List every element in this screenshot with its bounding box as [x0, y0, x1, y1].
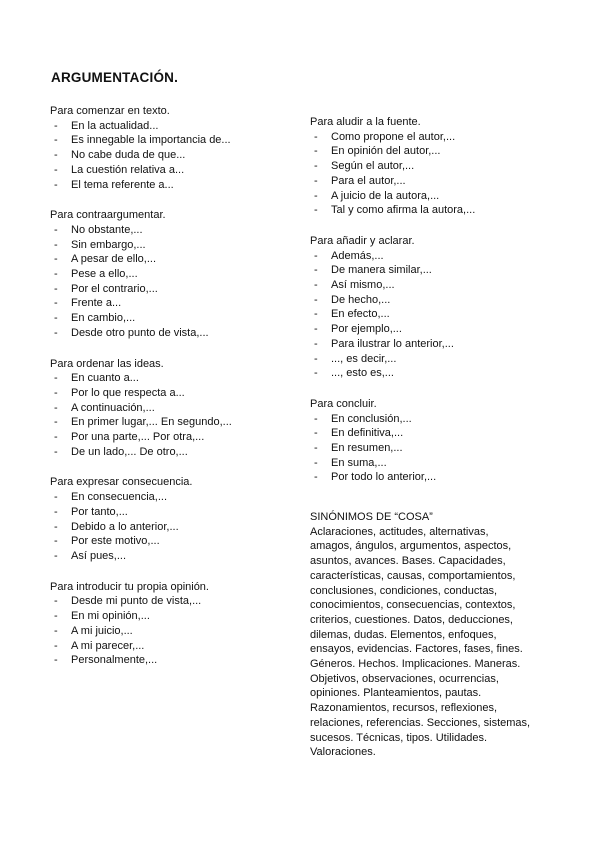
- dash-bullet: -: [54, 253, 58, 266]
- dash-bullet: -: [54, 431, 58, 444]
- section-heading: Para aludir a la fuente.: [310, 116, 421, 128]
- list-item: - ..., esto es,...: [314, 367, 394, 380]
- section-heading: Para contraargumentar.: [50, 209, 166, 222]
- section-ordenar: [50, 357, 300, 460]
- list-item: - En suma,...: [314, 456, 387, 469]
- section-comenzar: [50, 104, 300, 192]
- dash-bullet: -: [314, 174, 318, 187]
- connector-list: [50, 594, 300, 668]
- right-column: [310, 115, 560, 501]
- list-item: - Para el autor,...: [314, 174, 406, 187]
- dash-bullet: -: [314, 337, 318, 350]
- list-item: - Frente a...: [54, 297, 122, 310]
- left-column: [50, 104, 300, 684]
- dash-bullet: -: [314, 412, 318, 425]
- section-heading: Para concluir.: [310, 397, 377, 410]
- list-item: - La cuestión relativa a...: [54, 163, 185, 176]
- dash-bullet: -: [314, 308, 318, 321]
- dash-bullet: -: [54, 268, 58, 281]
- list-item: - A continuación,...: [54, 401, 155, 414]
- dash-bullet: -: [314, 130, 318, 143]
- dash-bullet: -: [314, 279, 318, 292]
- list-item: - Como propone el autor,...: [314, 130, 456, 143]
- list-item: - Por una parte,... Por otra,...: [54, 431, 205, 444]
- dash-bullet: -: [54, 386, 58, 399]
- dash-bullet: -: [314, 204, 318, 217]
- list-item: - En cuanto a...: [54, 372, 139, 385]
- list-item: - Por el contrario,...: [54, 282, 158, 295]
- section-heading: Para expresar consecuencia.: [50, 476, 193, 489]
- list-item: - Personalmente,...: [54, 654, 158, 667]
- dash-bullet: -: [54, 445, 58, 458]
- dash-bullet: -: [54, 505, 58, 518]
- dash-bullet: -: [314, 145, 318, 158]
- page-title: ARGUMENTACIÓN.: [51, 70, 179, 85]
- list-item: - ..., es decir,...: [314, 352, 397, 365]
- list-item: - Desde otro punto de vista,...: [54, 326, 209, 339]
- list-item: - A juicio de la autora,...: [314, 189, 440, 202]
- list-item: - Por ejemplo,...: [314, 323, 402, 336]
- connector-list: [50, 371, 300, 459]
- list-item: - No cabe duda de que...: [54, 149, 186, 162]
- dash-bullet: -: [54, 223, 58, 236]
- dash-bullet: -: [54, 624, 58, 637]
- synonyms-text: Aclaraciones, actitudes, alternativas, amagos, ángulos, argumentos, aspectos, asuntos, avances. Bases. Capacidades, características, causas, comportamientos, conclusiones, condiciones, conductas, conocimientos, consecuencias, contextos, criterios, cuestiones. Datos, deducciones, dilemas, dudas. Elementos, enfoques, ensayos, evidencias. Factores, fases, fines. Géneros. Hechos. Implicaciones. Maneras. Objetivos, observaciones, ocurrencias, opiniones. Planteamientos, pautas. Razonamientos, recursos, reflexiones, relaciones, referencias. Secciones, sistemas, sucesos. Técnicas, tipos. Utilidades. Valoraciones.: [310, 525, 531, 759]
- dash-bullet: -: [54, 312, 58, 325]
- dash-bullet: -: [314, 264, 318, 277]
- dash-bullet: -: [314, 323, 318, 336]
- connector-list: [50, 119, 300, 193]
- list-item: - En primer lugar,... En segundo,...: [54, 416, 232, 429]
- list-item: - Debido a lo anterior,...: [54, 520, 179, 533]
- list-item: - Sin embargo,...: [54, 238, 146, 251]
- dash-bullet: -: [54, 639, 58, 652]
- list-item: - Por todo lo anterior,...: [314, 471, 437, 484]
- section-heading: Para ordenar las ideas.: [50, 357, 164, 370]
- dash-bullet: -: [54, 119, 58, 132]
- list-item: - Pese a ello,...: [54, 268, 138, 281]
- dash-bullet: -: [54, 401, 58, 414]
- dash-bullet: -: [314, 352, 318, 365]
- connector-list: [310, 249, 560, 381]
- dash-bullet: -: [54, 416, 58, 429]
- dash-bullet: -: [54, 610, 58, 623]
- section-heading: Para añadir y aclarar.: [310, 234, 415, 247]
- dash-bullet: -: [54, 654, 58, 667]
- list-item: - En opinión del autor,...: [314, 145, 441, 158]
- list-item: - De un lado,... De otro,...: [54, 445, 188, 458]
- list-item: - A mi juicio,...: [54, 624, 133, 637]
- list-item: - Tal y como afirma la autora,...: [314, 204, 476, 217]
- list-item: - En conclusión,...: [314, 412, 412, 425]
- list-item: - Según el autor,...: [314, 160, 415, 173]
- list-item: - En cambio,...: [54, 312, 136, 325]
- dash-bullet: -: [54, 134, 58, 147]
- dash-bullet: -: [54, 549, 58, 562]
- dash-bullet: -: [314, 427, 318, 440]
- list-item: - Así pues,...: [54, 549, 127, 562]
- dash-bullet: -: [54, 282, 58, 295]
- dash-bullet: -: [54, 535, 58, 548]
- section-opinion: [50, 580, 300, 668]
- section-heading: Para introducir tu propia opinión.: [50, 580, 209, 593]
- synonyms-title: SINÓNIMOS DE “COSA”: [310, 511, 433, 523]
- list-item: - En consecuencia,...: [54, 491, 168, 504]
- section-concluir: [310, 397, 560, 485]
- list-item: - Así mismo,...: [314, 279, 395, 292]
- list-item: - Es innegable la importancia de...: [54, 134, 231, 147]
- list-item: - El tema referente a...: [54, 178, 174, 191]
- list-item: - Por tanto,...: [54, 505, 128, 518]
- dash-bullet: -: [54, 149, 58, 162]
- section-heading: Para comenzar en texto.: [50, 105, 170, 117]
- dash-bullet: -: [314, 249, 318, 262]
- list-item: - Desde mi punto de vista,...: [54, 595, 202, 608]
- list-item: - En la actualidad...: [54, 119, 159, 132]
- connector-list: [310, 130, 560, 218]
- dash-bullet: -: [54, 238, 58, 251]
- dash-bullet: -: [54, 520, 58, 533]
- dash-bullet: -: [54, 326, 58, 339]
- dash-bullet: -: [54, 372, 58, 385]
- dash-bullet: -: [54, 178, 58, 191]
- section-consecuencia: [50, 475, 300, 563]
- dash-bullet: -: [314, 471, 318, 484]
- dash-bullet: -: [314, 189, 318, 202]
- list-item: - Además,...: [314, 249, 384, 262]
- list-item: - En efecto,...: [314, 308, 390, 321]
- connector-list: [310, 412, 560, 486]
- list-item: - En resumen,...: [314, 442, 403, 455]
- list-item: - No obstante,...: [54, 223, 143, 236]
- section-contraargumentar: [50, 208, 300, 340]
- list-item: - A pesar de ello,...: [54, 253, 156, 266]
- list-item: - Para ilustrar lo anterior,...: [314, 337, 454, 350]
- connector-list: [50, 223, 300, 341]
- list-item: - Por este motivo,...: [54, 535, 160, 548]
- section-anadir: [310, 234, 560, 381]
- list-item: - En definitiva,...: [314, 427, 404, 440]
- dash-bullet: -: [314, 293, 318, 306]
- list-item: - A mi parecer,...: [54, 639, 145, 652]
- dash-bullet: -: [54, 491, 58, 504]
- list-item: - De hecho,...: [314, 293, 391, 306]
- dash-bullet: -: [54, 297, 58, 310]
- section-fuente: [310, 115, 560, 218]
- dash-bullet: -: [54, 163, 58, 176]
- list-item: - De manera similar,...: [314, 264, 432, 277]
- list-item: - Por lo que respecta a...: [54, 386, 185, 399]
- dash-bullet: -: [314, 442, 318, 455]
- list-item: - En mi opinión,...: [54, 610, 150, 623]
- synonyms-block: [310, 510, 532, 760]
- connector-list: [50, 490, 300, 564]
- dash-bullet: -: [314, 456, 318, 469]
- dash-bullet: -: [314, 160, 318, 173]
- dash-bullet: -: [314, 367, 318, 380]
- dash-bullet: -: [54, 595, 58, 608]
